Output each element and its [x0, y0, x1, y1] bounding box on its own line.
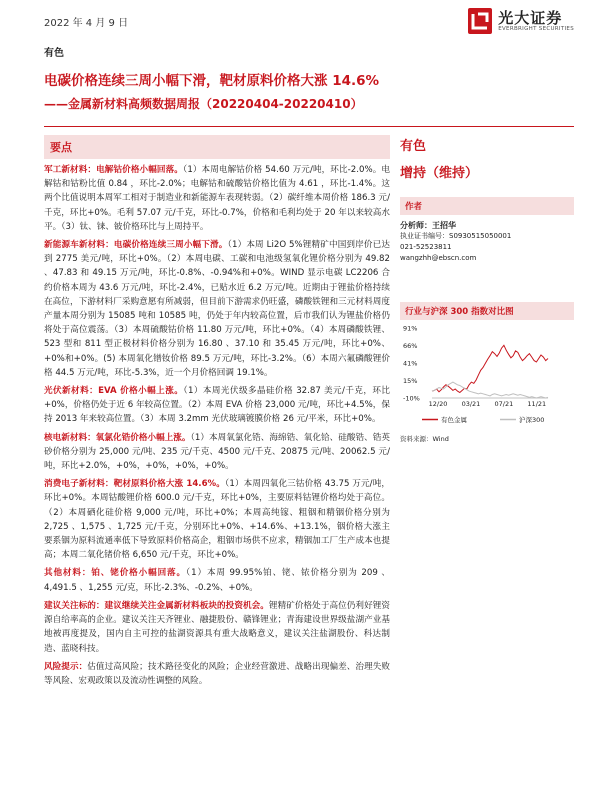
y-tick-label: 91% [403, 324, 418, 333]
company-logo [468, 8, 574, 34]
y-tick-label: -10% [403, 394, 420, 403]
author-header: 作者 [400, 197, 574, 215]
index-comparison-chart [400, 320, 574, 434]
paragraph [44, 566, 390, 594]
chart-title: 行业与沪深 300 指数对比图 [400, 302, 574, 320]
x-tick-label: 03/21 [461, 400, 481, 408]
report-date: 2022 年 4 月 9 日 [44, 18, 129, 29]
chart-source: 资料来源：Wind [400, 435, 449, 443]
paragraph-text: 锂精矿价格处于高位仍利好锂资源自给率高的企业。建议关注天齐锂业、融捷股份、赣锋锂业；青海建设世界级盐湖产业基地被再度提及，国内自主可控的盐湖资源具有重大战略意义，建议关注盐湖股份、科达制造、蓝晓科技。 [44, 600, 390, 654]
legend-label: 沪深300 [519, 416, 545, 424]
license-number: 执业证书编号：S0930515050001 [400, 232, 512, 240]
email: wangzhh@ebscn.com [400, 254, 477, 262]
paragraph-key: 风险提示： [44, 661, 88, 672]
paragraph-key: 光伏新材料：EVA 价格小幅上涨。 [44, 386, 184, 397]
paragraph-key: 其他材料：铂、铑价格小幅回落。 [44, 568, 186, 579]
main-column [44, 135, 390, 692]
chart-svg [400, 320, 574, 430]
paragraph [44, 384, 390, 427]
paragraph-key: 消费电子新材料：靶材原料价格大涨 14.6%。 [44, 479, 225, 490]
y-tick-label: 41% [403, 359, 418, 368]
paragraph-key: 新能源车新材料：电碳价格连续三周小幅下滑。 [44, 240, 228, 251]
paragraph-text: 估值过高风险；技术路径变化的风险；企业经营激进、战略出现偏差、治理失败等风险、宏观政策以及流动性调整的风险。 [44, 661, 390, 686]
series-line [432, 345, 548, 392]
paragraph [44, 163, 390, 234]
paragraph-key: 建议关注标的：建议继续关注金属新材料板块的投资机会。 [44, 600, 269, 611]
side-column [400, 135, 574, 443]
legend-label: 有色金属 [441, 416, 467, 424]
section-title: 要点 [44, 135, 390, 159]
x-tick-label: 12/20 [428, 400, 448, 408]
paragraph-key: 军工新材料：电解钴价格小幅回落。 [44, 165, 183, 175]
logo-name-cn: 光大证券 [498, 9, 563, 27]
paragraph-text: （1）本周 99.95%铂、铑、铱价格分别为 209 、4,491.5 、1,255 元/克，环比-2.3%、-0.2%、+0%。 [44, 568, 390, 593]
paragraph-text: （1）本周 Li2O 5%锂精矿中国到岸价已达到 2775 美元/吨，环比+0%。（2）本周电碳、工碳和电池级氢氧化锂价格分别为 49.82 、47.83 和 49.15 万元/吨，环比-0.8%、-0.94%和+0%。WIND 显示电碳 LC2206 合约价格本周为 43.6 万元/吨，环比-2.4%，已贴水近 6.2 万元/吨。近期由于锂盐价格持续在高位，下游材料厂采购意愿有所减弱，但目前下游需求仍旺盛，磷酸铁锂和三元材料周度产量本周分别为 15085 吨和 10585 吨，仍处于年内较高位置，后市我们认为锂盐价格仍将处于高位震荡。（3）本周硫酸钴价格 11.80 万元/吨，环比+0%。（4）本周磷酸铁锂、523 型和 811 型正极材料价格分别为 16.80 、37.10 和 35.45 万元/吨，环比+0%、+0%和+0%。(5) 本周氧化镨钕价格 89.5 万元/吨，环比-3.2%。（6）本周六氟磷酸锂价格 44.5 万元/吨，环比-5.3%，近一个月价格回调 19.1%。 [44, 240, 390, 378]
paragraph-text: （1）本周光伏级多晶硅价格 32.87 美元/千克，环比+0%，价格仍处于近 6 年较高位置。（2）本周 EVA 价格 23,000 元/吨，环比+4.5%，保持 2013 年来较高位置。（3）本周 3.2mm 光伏玻璃镀膜价格 26 元/平米，环比+0%。 [44, 386, 390, 425]
logo-name-en: EVERBRIGHT SECURITIES [498, 26, 574, 32]
sector-label: 有色 [44, 48, 64, 59]
report-title: 电碳价格连续三周小幅下滑，靶材原料价格大涨 14.6% [44, 73, 380, 89]
paragraph-text: （1）本周四氧化三钴价格 43.75 万元/吨，环比+0%。本周钴酸锂价格 600.0 元/千克，环比+0%，主要原料钴锂价格均处于高位。（2）本周硒化硅价格 9,000 元/吨，环比+0%；本周高纯镓、粗铟和精铟价格分别为 2,725 、1,575 、1,725 元/千克，分别环比+0%、+14.6%、+13.1%，铟价格大涨主要系铟为原料流通率低下导致原料价格高企，粗铟市场供不应求，精铟加工厂生产成本也提高；本周二氧化锗价格 6,650 元/千克，环比+0%。 [44, 479, 390, 561]
phone: 021-52523811 [400, 243, 452, 251]
series-line [432, 382, 548, 398]
x-tick-label: 11/21 [527, 400, 547, 408]
paragraph [44, 599, 390, 656]
everbright-logo-icon [468, 8, 492, 34]
paragraph-key: 核电新材料：氧氯化锆价格小幅上涨。 [44, 432, 191, 443]
y-tick-label: 66% [403, 342, 418, 350]
paragraph [44, 431, 390, 474]
analyst-name: 分析师：王招华 [400, 221, 456, 230]
paragraph [44, 477, 390, 562]
paragraph [44, 238, 390, 380]
rating: 增持（维持） [400, 166, 479, 181]
x-tick-label: 07/21 [494, 400, 514, 408]
paragraph-list [44, 163, 390, 688]
report-subtitle: ——金属新材料高频数据周报（20220404-20220410） [44, 97, 363, 111]
header-divider [44, 126, 574, 127]
paragraph-text: （1）本周电解钴价格 54.60 万元/吨，环比-2.0%。电解钴和钴粉比值 0.84 ，环比-2.0%；电解钴和硫酸钴价格比值为 4.61 ，环比-1.4%。这两个比值说明本周军工相对于制造业和新能源车表现转弱。（2）碳纤维本周价格 186.3 元/千克，环比+0%。毛利 57.07 元/千克，环比-0.7%，价格和毛利均处于 20 年以来较高水平。（3）钛、铼、铍价格环比与上周持平。 [44, 165, 390, 232]
paragraph [44, 660, 390, 688]
paragraph-text: （1）本周氧氯化锆、海绵锆、氧化铪、硅酸锆、锆英砂价格分别为 25,000 元/吨、235 元/千克、4500 元/千克、20875 元/吨、20062.5 元/吨，环比+2.0%，+0%，+0%，+0%，+0%。 [44, 432, 390, 472]
y-tick-label: 15% [403, 377, 418, 385]
side-sector: 有色 [400, 139, 427, 154]
